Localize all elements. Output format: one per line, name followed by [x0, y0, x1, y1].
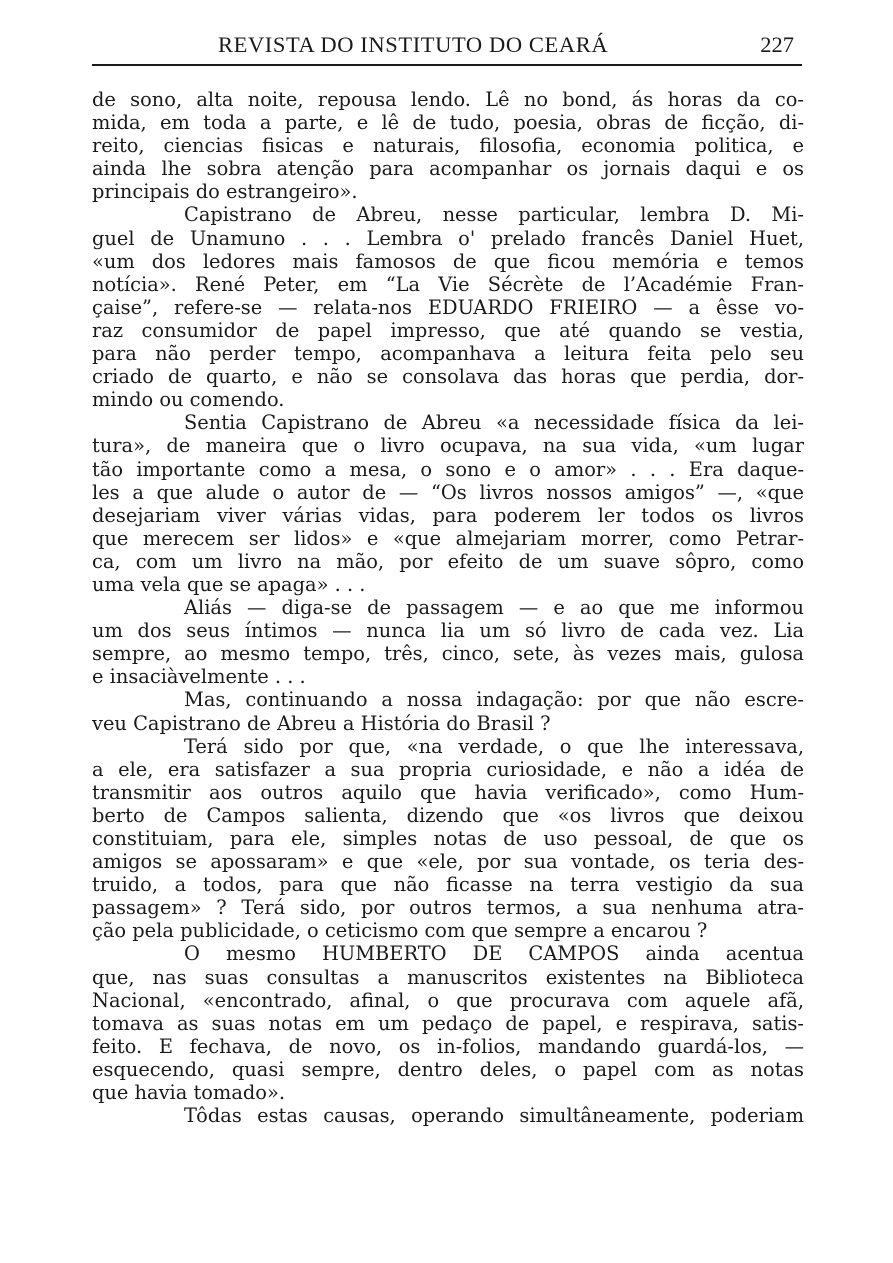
- text-line: principais do estrangeiro».: [92, 180, 358, 204]
- journal-title: REVISTA DO INSTITUTO DO CEARÁ: [218, 32, 609, 57]
- text-line: tura», de maneira que o livro ocupava, na sua vida, «um lugar: [92, 434, 804, 458]
- text-line: mindo ou comendo.: [92, 388, 285, 412]
- text-line: les a que alude o autor de — “Os livros nossos amigos” —, «que: [92, 480, 804, 504]
- running-header: [92, 28, 802, 66]
- text-line: raz consumidor de papel impresso, que até quando se vestia,: [92, 318, 804, 342]
- text-line: guel de Unamuno . . . Lembra o' prelado francês Daniel Huet,: [92, 226, 804, 250]
- text-line: reito, ciencias fisicas e naturais, filosofia, economia politica, e: [92, 134, 804, 158]
- text-line: e insaciàvelmente . . .: [92, 665, 306, 689]
- text-line: Sentia Capistrano de Abreu «a necessidade física da lei-: [184, 411, 804, 435]
- text-line: esquecendo, quasi sempre, dentro deles, o papel com as notas: [92, 1057, 804, 1081]
- text-line: «um dos ledores mais famosos de que ficou memória e temos: [92, 249, 804, 273]
- text-line: sempre, ao mesmo tempo, três, cinco, sete, às vezes mais, gulosa: [92, 642, 804, 666]
- text-line: transmitir aos outros aquilo que havia verificado», como Hum-: [92, 780, 804, 804]
- text-line: de sono, alta noite, repousa lendo. Lê no bond, ás horas da co-: [92, 88, 804, 111]
- text-line: Tôdas estas causas, operando simultâneamente, poderiam: [184, 1104, 804, 1128]
- text-line: que havia tomado».: [92, 1081, 285, 1105]
- text-line: O mesmo HUMBERTO DE CAMPOS ainda acentua: [184, 942, 804, 966]
- page-number: 227: [760, 32, 794, 57]
- text-line: mida, em toda a parte, e lê de tudo, poesia, obras de ficção, di-: [92, 111, 804, 135]
- text-line: passagem» ? Terá sido, por outros termos, a sua nenhuma atra-: [92, 896, 804, 920]
- body-text: [92, 88, 804, 1127]
- text-line: ção pela publicidade, o ceticismo com que sempre a encarou ?: [92, 919, 708, 943]
- text-line: tão importante como a mesa, o sono e o amor» . . . Era daque-: [92, 457, 804, 481]
- text-line: veu Capistrano de Abreu a História do Brasil ?: [92, 711, 551, 735]
- text-line: Mas, continuando a nossa indagação: por que não escre-: [184, 688, 804, 712]
- text-line: feito. E fechava, de novo, os in-folios, mandando guardá-los, —: [92, 1034, 804, 1058]
- text-line: um dos seus íntimos — nunca lia um só livro de cada vez. Lia: [92, 619, 804, 643]
- text-line: ainda lhe sobra atenção para acompanhar os jornais daqui e os: [92, 157, 804, 181]
- text-line: ca, com um livro na mão, por efeito de um suave sôpro, como: [92, 549, 804, 573]
- text-line: que, nas suas consultas a manuscritos existentes na Biblioteca: [92, 965, 804, 989]
- text-line: constituiam, para ele, simples notas de uso pessoal, de que os: [92, 827, 804, 850]
- text-line: a ele, era satisfazer a sua propria curiosidade, e não a idéa de: [92, 757, 804, 781]
- text-line: que merecem ser lidos» e «que almejariam morrer, como Petrar-: [92, 526, 804, 550]
- text-line: Terá sido por que, «na verdade, o que lhe interessava,: [184, 734, 804, 758]
- text-line: berto de Campos salienta, dizendo que «os livros que deixou: [92, 803, 804, 827]
- text-line: uma vela que se apaga» . . .: [92, 572, 366, 596]
- text-line: para não perder tempo, acompanhava a leitura feita pelo seu: [92, 342, 804, 366]
- text-line: desejariam viver várias vidas, para poderem ler todos os livros: [92, 503, 804, 527]
- text-line: Aliás — diga-se de passagem — e ao que me informou: [184, 596, 804, 620]
- text-line: Nacional, «encontrado, afinal, o que procurava com aquele afã,: [92, 988, 804, 1012]
- text-line: Capistrano de Abreu, nesse particular, lembra D. Mi-: [184, 203, 804, 227]
- text-line: çaise”, refere-se — relata-nos EDUARDO FRIEIRO — a êsse vo-: [92, 295, 804, 319]
- text-line: truido, a todos, para que não ficasse na terra vestigio da sua: [92, 873, 804, 897]
- text-line: notícia». René Peter, em “La Vie Sécrète de l’Académie Fran-: [92, 272, 804, 296]
- text-line: criado de quarto, e não se consolava das horas que perdia, dor-: [92, 365, 804, 389]
- text-line: amigos se apossaram» e que «ele, por sua vontade, os teria des-: [92, 850, 804, 874]
- text-line: tomava as suas notas em um pedaço de papel, e respirava, satis-: [92, 1011, 804, 1035]
